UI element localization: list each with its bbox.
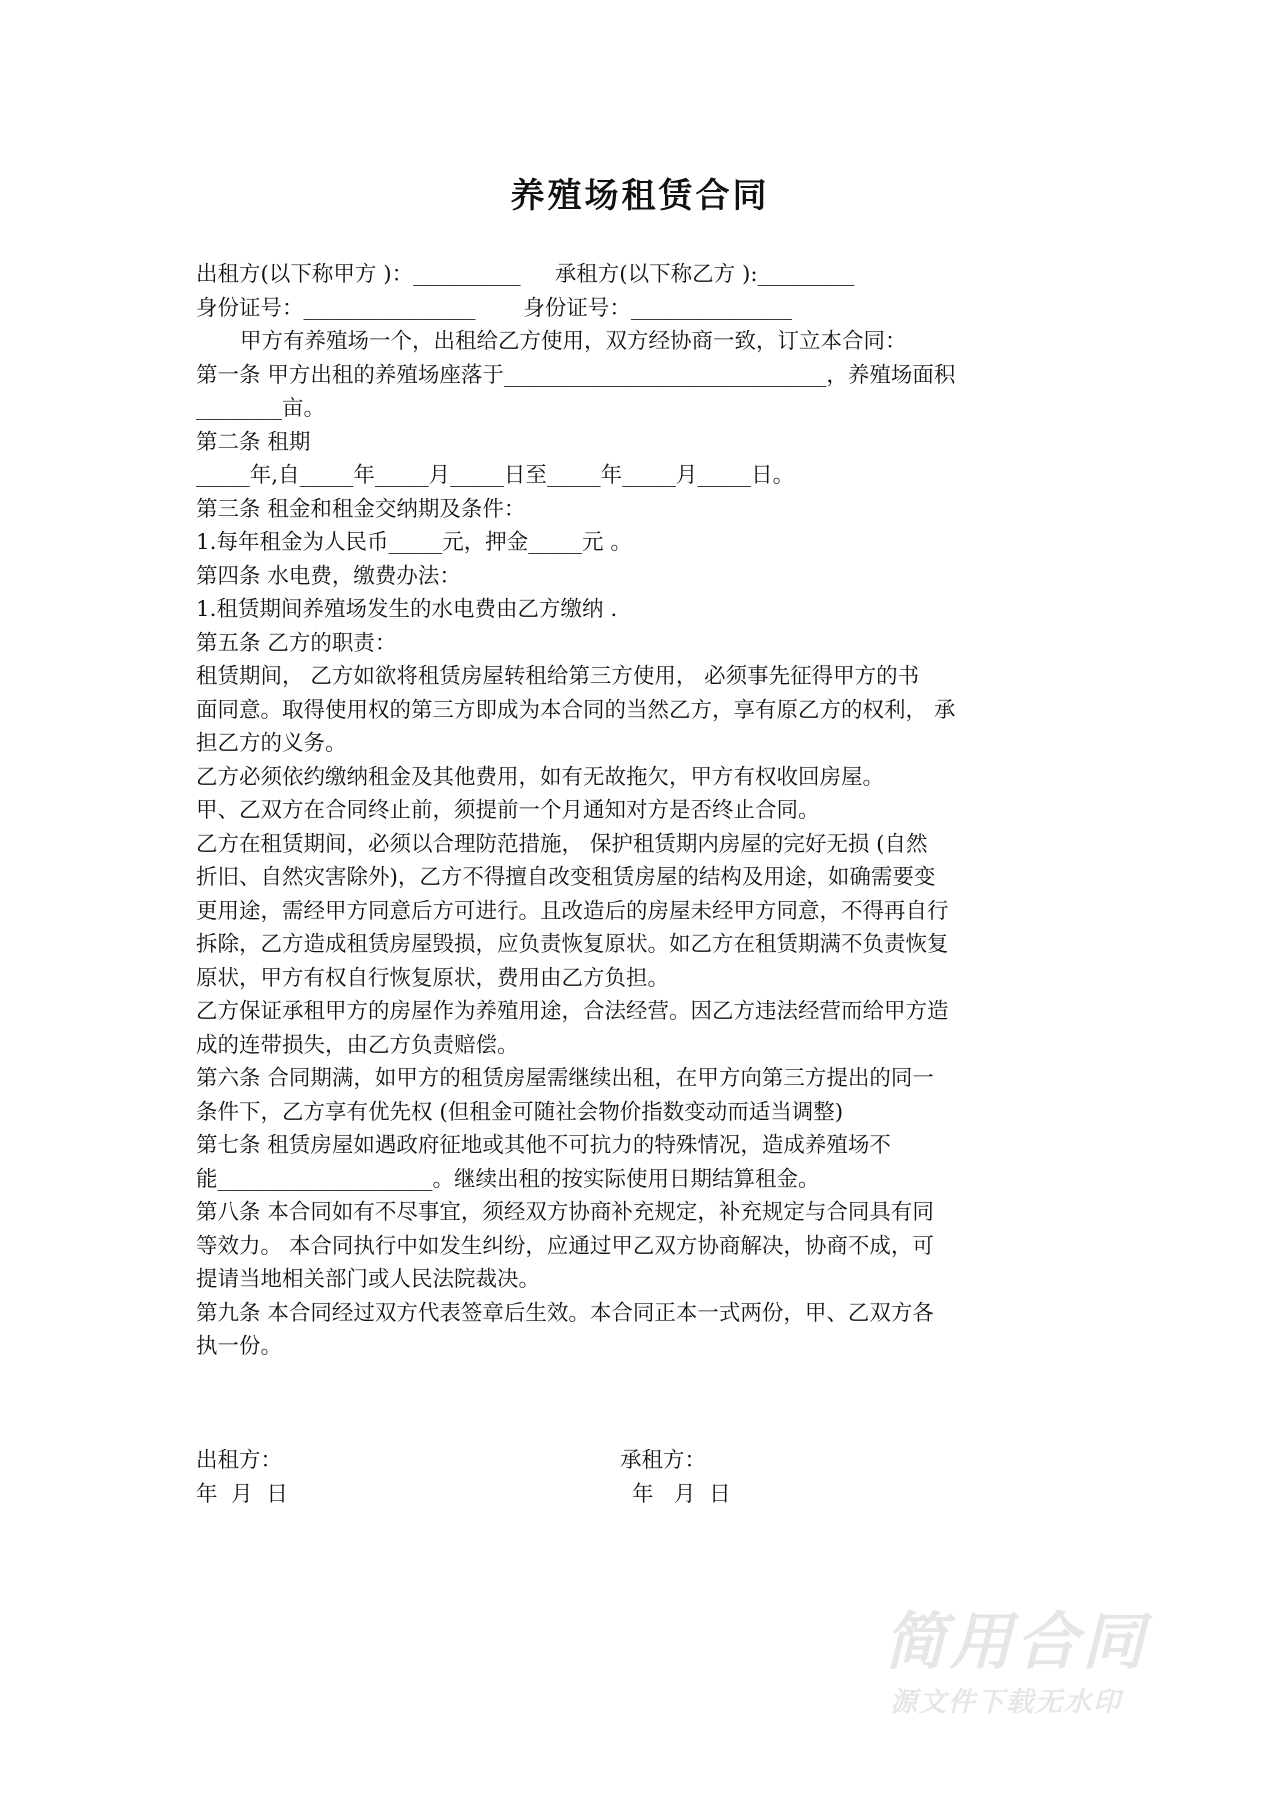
contract-line: ________亩。 [196,396,326,421]
contract-body [196,258,1092,1364]
lessor-signature-label: 出租方： [196,1448,283,1473]
contract-line: 租赁期间， 乙方如欲将租赁房屋转租给第三方使用， 必须事先征得甲方的书 [196,664,920,689]
contract-line: 第八条 本合同如有不尽事宜，须经双方协商补充规定，补充规定与合同具有同 [196,1200,934,1225]
contract-line: 提请当地相关部门或人民法院裁决。 [196,1267,541,1292]
contract-line: 1.租赁期间养殖场发生的水电费由乙方缴纳 . [196,597,618,622]
watermark-logo: 简用合同 [884,1605,1149,1678]
watermark-subtext: 源文件下载无水印 [890,1687,1122,1718]
lessee-date: 年 月 日 [632,1482,731,1507]
contract-line: 第一条 甲方出租的养殖场座落于______________________________，养殖场面积 [196,362,956,388]
contract-line: _____年,自_____年_____月_____日至_____年_____月_____日。 [196,463,795,488]
contract-line: 第九条 本合同经过双方代表签章后生效。本合同正本一式两份，甲、乙双方各 [196,1300,934,1326]
contract-line: 甲、乙双方在合同终止前，须提前一个月通知对方是否终止合同。 [196,798,820,823]
contract-line: 执一份。 [196,1334,283,1359]
contract-line: 更用途，需经甲方同意后方可进行。且改造后的房屋未经甲方同意，不得再自行 [196,898,949,924]
contract-line: 乙方在租赁期间，必须以合理防范措施， 保护租赁期内房屋的完好无损 (自然 [196,831,928,857]
contract-line: 第七条 租赁房屋如遇政府征地或其他不可抗力的特殊情况，造成养殖场不 [196,1133,891,1158]
contract-line: 拆除，乙方造成租赁房屋毁损，应负责恢复原状。如乙方在租赁期满不负责恢复 [196,932,949,957]
contract-line: 1.每年租金为人民币_____元，押金_____元 。 [196,530,632,555]
contract-line: 甲方有养殖场一个，出租给乙方使用，双方经协商一致，订立本合同： [240,329,907,354]
contract-line: 第二条 租期 [196,429,311,455]
contract-line: 第五条 乙方的职责： [196,630,397,656]
lessor-date: 年 月 日 [196,1482,288,1507]
contract-line: 乙方保证承租甲方的房屋作为养殖用途，合法经营。因乙方违法经营而给甲方造 [196,999,949,1024]
lessee-signature-label: 承租方： [620,1448,707,1473]
contract-line: 能____________________。继续出租的按实际使用日期结算租金。 [196,1166,820,1192]
contract-line: 身份证号：________________ 身份证号：_______________ [196,295,793,321]
contract-line: 条件下，乙方享有优先权 (但租金可随社会物价指数变动而适当调整) [196,1099,844,1125]
contract-line: 第四条 水电费，缴费办法： [196,563,461,589]
contract-line: 成的连带损失，由乙方负责赔偿。 [196,1032,519,1058]
contract-line: 等效力。 本合同执行中如发生纠纷，应通过甲乙双方协商解决，协商不成，可 [196,1233,934,1259]
contract-line: 第三条 租金和租金交纳期及条件： [196,496,526,522]
contract-line: 乙方必须依约缴纳租金及其他费用，如有无故拖欠，甲方有权收回房屋。 [196,764,885,790]
contract-line: 面同意。取得使用权的第三方即成为本合同的当然乙方，享有原乙方的权利， 承 [196,697,956,723]
contract-line: 原状，甲方有权自行恢复原状，费用由乙方负担。 [196,965,670,991]
document-title: 养殖场租赁合同 [510,176,770,216]
contract-line: 出租方(以下称甲方 )：__________ 承租方(以下称乙方 ):_________ [196,262,855,287]
contract-line: 担乙方的义务。 [196,731,347,756]
contract-line: 折旧、自然灾害除外)，乙方不得擅自改变租赁房屋的结构及用途，如确需要变 [196,865,936,890]
contract-line: 第六条 合同期满，如甲方的租赁房屋需继续出租，在甲方向第三方提出的同一 [196,1066,934,1091]
